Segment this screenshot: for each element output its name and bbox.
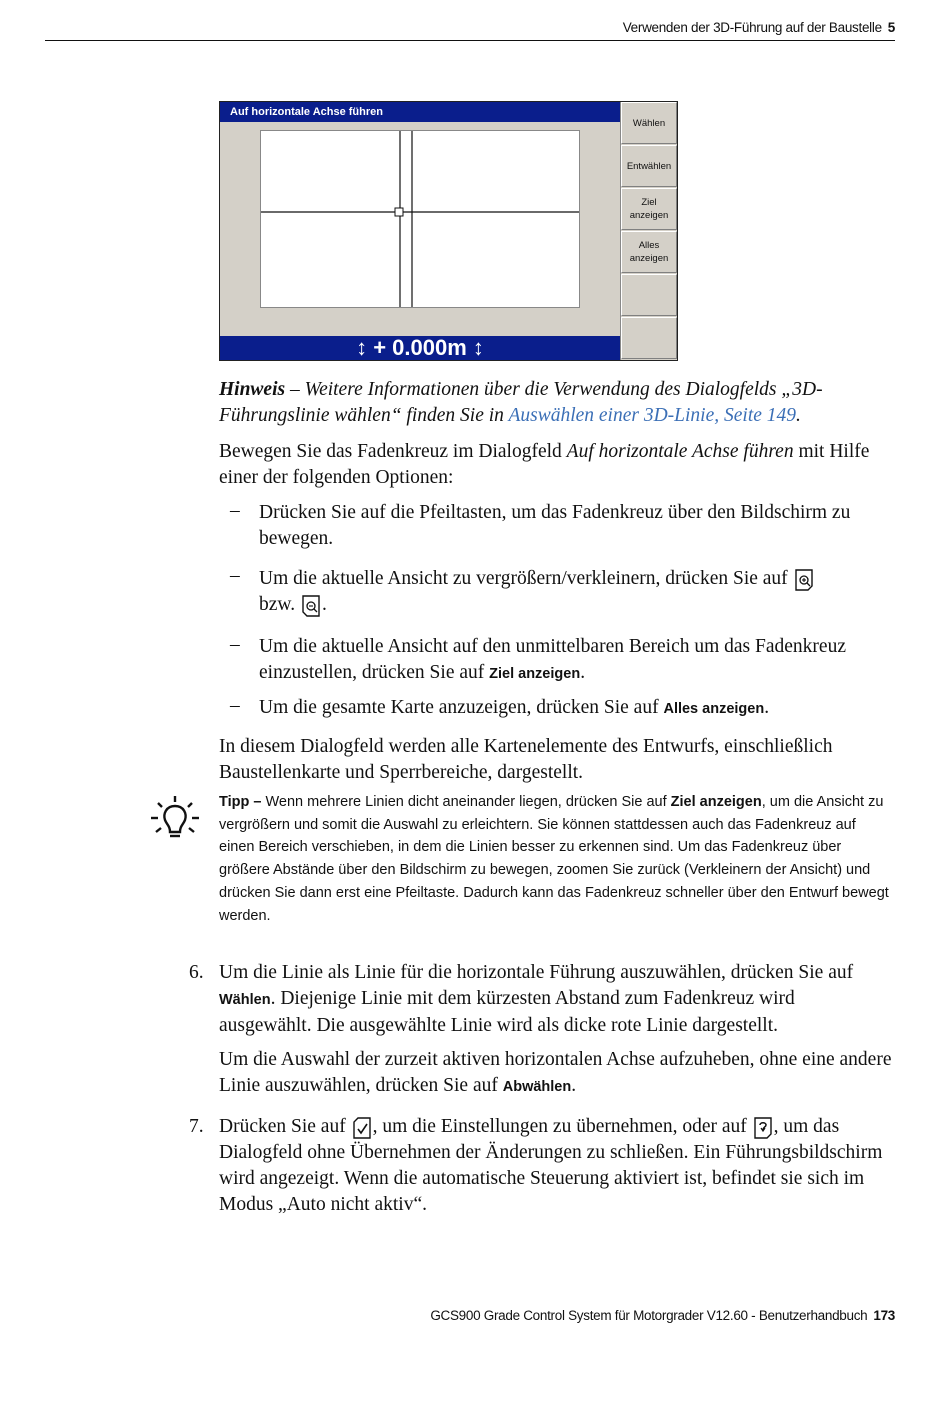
lightbulb-icon xyxy=(148,794,202,846)
step6-ui: Wählen xyxy=(219,992,271,1008)
tip-pre: Wenn mehrere Linien dicht aneinander liegen, drücken Sie auf xyxy=(261,794,671,810)
note-label: Hinweis xyxy=(219,379,286,400)
softkey-alles-anzeigen: Alles anzeigen xyxy=(621,231,677,273)
tip-label: Tipp – xyxy=(219,794,262,810)
note-paragraph xyxy=(219,377,889,429)
footer-page-number: 173 xyxy=(873,1308,895,1323)
step6-p2-end: . xyxy=(571,1075,577,1096)
dialog-title: Auf horizontale Achse führen xyxy=(220,102,620,122)
bullet-dash-3: – xyxy=(230,634,240,655)
header-text xyxy=(623,20,895,35)
step-6-paragraph xyxy=(219,960,889,1039)
footer-title: GCS900 Grade Control System für Motorgrader V12.60 - Benutzerhandbuch xyxy=(430,1308,868,1323)
step-7-paragraph xyxy=(219,1114,899,1218)
softkey-empty-2 xyxy=(621,317,677,359)
offset-readout: ↕ + 0.000m ↕ xyxy=(220,336,620,360)
bullet-zoom-end: . xyxy=(321,594,327,615)
bullet-target-view xyxy=(259,634,889,687)
bullet-arrow-keys: Drücken Sie auf die Pfeiltasten, um das Fadenkreuz über den Bildschirm zu bewegen. xyxy=(259,502,851,549)
header-chapter: 5 xyxy=(887,20,895,35)
bullet-target-pre: Um die aktuelle Ansicht auf den unmittelbaren Bereich um das Fadenkreuz einzustellen, drücken Sie auf xyxy=(259,636,846,683)
step6-pre: Um die Linie als Linie für die horizontale Führung auszuwählen, drücken Sie auf xyxy=(219,962,854,983)
intro-dialog-name: Auf horizontale Achse führen xyxy=(566,441,794,462)
running-header xyxy=(45,18,895,41)
tip-paragraph xyxy=(219,791,889,927)
step6-post: . Diejenige Linie mit dem kürzesten Abstand zum Fadenkreuz wird ausgewählt. Die ausgewählte Linie wird als dicke rote Linie dargestellt. xyxy=(219,988,795,1036)
softkey-ziel-anzeigen: Ziel anzeigen xyxy=(621,188,677,230)
step6-p2-ui: Abwählen xyxy=(502,1079,572,1095)
softkey-entwaehlen: Entwählen xyxy=(621,145,677,187)
step6-p2-pre: Um die Auswahl der zurzeit aktiven horizontalen Achse aufzuheben, ohne eine andere Linie auszuwählen, drücken Sie auf xyxy=(219,1049,892,1096)
softkey-empty-1 xyxy=(621,274,677,316)
bullet-target-end: . xyxy=(580,662,586,683)
intro-paragraph xyxy=(219,439,889,491)
intro-post: mit Hilfe einer der folgenden Optionen: xyxy=(219,441,870,488)
tip-ui: Ziel anzeigen xyxy=(670,794,762,810)
note-dash: – xyxy=(285,379,305,400)
map-elements-paragraph: In diesem Dialogfeld werden alle Kartenelemente des Entwurfs, einschließlich Baustellenkarte und Sperrbereiche, dargestellt. xyxy=(219,736,833,783)
softkey-column xyxy=(620,102,677,360)
zoom-in-key-icon xyxy=(793,568,815,592)
step-6-number: 6. xyxy=(189,962,204,983)
bullet-zoom xyxy=(259,566,889,618)
note-text: Weitere Informationen über die Verwendung des Dialogfelds „3D-Führungslinie wählen“ finden Sie in xyxy=(219,379,823,426)
step7-pre: Drücken Sie auf xyxy=(219,1116,346,1137)
bullet-showall-ui: Alles anzeigen xyxy=(663,701,765,717)
intro-pre: Bewegen Sie das Fadenkreuz im Dialogfeld xyxy=(219,441,567,462)
cancel-key-icon xyxy=(752,1116,774,1140)
crosshair-map xyxy=(261,131,579,307)
bullet-dash-2: – xyxy=(230,565,240,586)
crosshair-marker xyxy=(395,208,403,216)
header-section: Verwenden der 3D-Führung auf der Baustelle xyxy=(622,20,882,35)
bullet-target-ui: Ziel anzeigen xyxy=(489,666,581,682)
bullet-showall-pre: Um die gesamte Karte anzuzeigen, drücken Sie auf xyxy=(259,697,664,718)
running-footer xyxy=(430,1308,895,1323)
zoom-out-key-icon xyxy=(300,594,322,618)
dialog-screenshot xyxy=(219,101,678,361)
bullet-zoom-mid: bzw. xyxy=(259,594,296,615)
bullet-showall-end: . xyxy=(764,697,770,718)
accept-key-icon xyxy=(351,1116,373,1140)
bullet-dash-1: – xyxy=(230,500,240,521)
step-6-deselect-paragraph xyxy=(219,1047,899,1100)
bullet-show-all xyxy=(259,695,889,722)
bullet-dash-4: – xyxy=(230,695,240,716)
map-canvas xyxy=(260,130,580,308)
softkey-waehlen: Wählen xyxy=(621,102,677,144)
step-7-number: 7. xyxy=(189,1116,204,1137)
step7-post: , um das Dialogfeld ohne Übernehmen der Änderungen zu schließen. Ein Führungsbildschirm wird angezeigt. Wenn die automatische Steuerung aktiviert ist, befindet sie sich im Modus „Auto nicht aktiv“. xyxy=(219,1116,883,1215)
step7-mid: , um die Einstellungen zu übernehmen, oder auf xyxy=(372,1116,747,1137)
tip-post: , um die Ansicht zu vergrößern und somit die Auswahl zu erleichtern. Sie können stattdessen auch das Fadenkreuz auf einen Bereich verschieben, in dem die Linien besser zu erkennen sind. Um das Fadenkreuz über größere Abstände über den Bildschirm zu bewegen, zoomen Sie zurück (Verkleinern der Ansicht) und drücken Sie dann erst eine Pfeiltaste. Dadurch kann das Fadenkreuz schneller über den Entwurf bewegt werden. xyxy=(219,794,889,924)
note-link[interactable]: Auswählen einer 3D-Linie, Seite 149 xyxy=(508,405,797,426)
bullet-zoom-pre: Um die aktuelle Ansicht zu vergrößern/verkleinern, drücken Sie auf xyxy=(259,568,788,589)
note-end: . xyxy=(796,405,801,426)
